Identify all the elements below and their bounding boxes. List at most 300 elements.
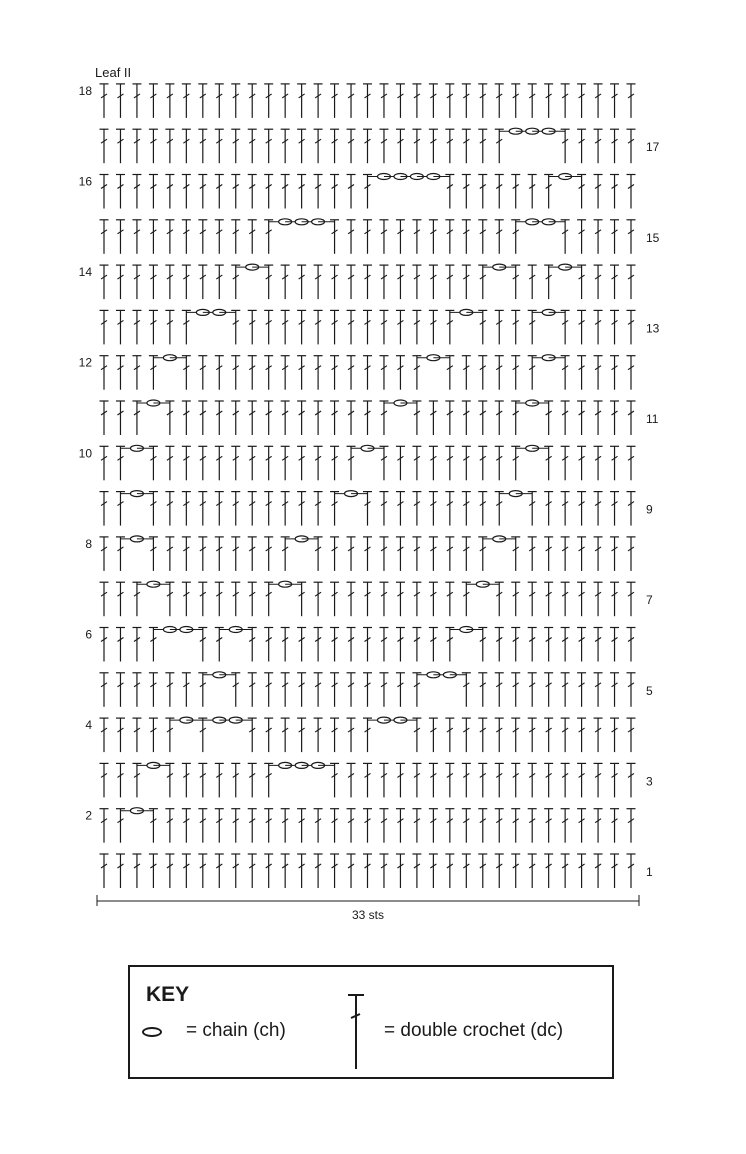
double-crochet-stitch: [281, 129, 290, 163]
double-crochet-stitch: [495, 84, 504, 118]
double-crochet-stitch: [100, 718, 109, 752]
double-crochet-stitch: [412, 854, 421, 888]
double-crochet-stitch: [149, 356, 158, 390]
stitch-count-bracket: [97, 895, 639, 906]
double-crochet-stitch: [314, 175, 323, 209]
double-crochet-stitch: [561, 401, 570, 435]
double-crochet-stitch: [379, 310, 388, 344]
row-label: 6: [85, 627, 92, 642]
double-crochet-stitch: [330, 537, 339, 571]
double-crochet-stitch: [149, 673, 158, 707]
double-crochet-stitch: [132, 628, 141, 662]
double-crochet-stitch: [478, 537, 487, 571]
double-crochet-stitch: [264, 854, 273, 888]
double-crochet-stitch: [478, 718, 487, 752]
double-crochet-stitch: [198, 129, 207, 163]
double-crochet-stitch: [462, 265, 471, 299]
double-crochet-stitch: [198, 582, 207, 616]
double-crochet-stitch: [561, 129, 570, 163]
key-legend: [128, 965, 614, 1079]
row-14: [100, 264, 636, 299]
double-crochet-stitch: [165, 446, 174, 480]
double-crochet-stitch: [116, 175, 125, 209]
double-crochet-stitch: [231, 673, 240, 707]
double-crochet-stitch: [330, 265, 339, 299]
row-label: 10: [78, 446, 92, 461]
double-crochet-stitch: [231, 446, 240, 480]
double-crochet-stitch: [347, 401, 356, 435]
double-crochet-stitch: [594, 356, 603, 390]
double-crochet-stitch: [445, 446, 454, 480]
double-crochet-stitch: [363, 129, 372, 163]
double-crochet-stitch: [248, 492, 257, 526]
double-crochet-stitch: [594, 129, 603, 163]
row-label: 17: [646, 140, 660, 155]
double-crochet-stitch: [561, 582, 570, 616]
double-crochet-stitch: [347, 356, 356, 390]
double-crochet-stitch: [264, 175, 273, 209]
double-crochet-stitch: [594, 809, 603, 843]
double-crochet-stitch: [132, 582, 141, 616]
chain-label: = chain (ch): [186, 1020, 286, 1041]
double-crochet-stitch: [182, 582, 191, 616]
stitch-count-label: 33 sts: [351, 908, 385, 922]
double-crochet-stitch: [330, 809, 339, 843]
double-crochet-stitch: [429, 537, 438, 571]
double-crochet-stitch: [511, 673, 520, 707]
double-crochet-stitch: [132, 265, 141, 299]
double-crochet-stitch: [561, 628, 570, 662]
double-crochet-stitch: [610, 446, 619, 480]
double-crochet-stitch: [165, 854, 174, 888]
double-crochet-stitch: [412, 84, 421, 118]
double-crochet-stitch: [594, 310, 603, 344]
double-crochet-stitch: [511, 310, 520, 344]
double-crochet-stitch: [330, 446, 339, 480]
double-crochet-stitch: [248, 854, 257, 888]
double-crochet-stitch: [627, 175, 636, 209]
double-crochet-stitch: [396, 356, 405, 390]
double-crochet-stitch: [281, 628, 290, 662]
double-crochet-stitch: [462, 175, 471, 209]
double-crochet-stitch: [330, 84, 339, 118]
double-crochet-stitch: [248, 628, 257, 662]
double-crochet-stitch: [330, 310, 339, 344]
double-crochet-stitch: [577, 854, 586, 888]
double-crochet-stitch: [100, 854, 109, 888]
double-crochet-stitch: [116, 673, 125, 707]
double-crochet-stitch: [363, 220, 372, 254]
double-crochet-stitch: [544, 582, 553, 616]
double-crochet-stitch: [165, 220, 174, 254]
double-crochet-stitch: [281, 356, 290, 390]
double-crochet-stitch: [264, 809, 273, 843]
double-crochet-stitch: [100, 537, 109, 571]
double-crochet-stitch: [297, 673, 306, 707]
double-crochet-stitch: [445, 492, 454, 526]
row-label: 11: [646, 412, 659, 426]
double-crochet-stitch: [116, 220, 125, 254]
double-crochet-stitch: [116, 718, 125, 752]
double-crochet-stitch: [231, 492, 240, 526]
double-crochet-stitch: [100, 446, 109, 480]
double-crochet-stitch: [577, 537, 586, 571]
double-crochet-stitch: [281, 809, 290, 843]
double-crochet-stitch: [396, 220, 405, 254]
double-crochet-stitch: [610, 129, 619, 163]
double-crochet-stitch: [610, 356, 619, 390]
double-crochet-stitch: [396, 854, 405, 888]
double-crochet-stitch: [363, 175, 372, 209]
double-crochet-stitch: [511, 356, 520, 390]
double-crochet-stitch: [215, 220, 224, 254]
double-crochet-stitch: [627, 446, 636, 480]
double-crochet-stitch: [347, 582, 356, 616]
double-crochet-stitch: [297, 809, 306, 843]
double-crochet-stitch: [100, 129, 109, 163]
double-crochet-stitch: [281, 310, 290, 344]
double-crochet-stitch: [528, 84, 537, 118]
double-crochet-stitch: [215, 84, 224, 118]
double-crochet-stitch: [445, 628, 454, 662]
double-crochet-stitch: [462, 220, 471, 254]
double-crochet-stitch: [182, 809, 191, 843]
double-crochet-stitch: [511, 809, 520, 843]
double-crochet-stitch: [495, 628, 504, 662]
double-crochet-stitch: [396, 84, 405, 118]
double-crochet-stitch: [528, 763, 537, 797]
double-crochet-stitch: [495, 673, 504, 707]
double-crochet-stitch: [347, 84, 356, 118]
double-crochet-stitch: [231, 220, 240, 254]
double-crochet-stitch: [577, 446, 586, 480]
double-crochet-stitch: [297, 129, 306, 163]
double-crochet-stitch: [544, 854, 553, 888]
double-crochet-stitch: [198, 220, 207, 254]
row-label: 13: [646, 321, 660, 336]
double-crochet-stitch: [462, 401, 471, 435]
double-crochet-stitch: [248, 718, 257, 752]
double-crochet-stitch: [577, 763, 586, 797]
row-15: [100, 219, 636, 254]
double-crochet-stitch: [478, 84, 487, 118]
double-crochet-stitch: [429, 809, 438, 843]
double-crochet-stitch: [495, 492, 504, 526]
double-crochet-stitch: [363, 673, 372, 707]
double-crochet-stitch: [610, 492, 619, 526]
double-crochet-stitch: [528, 628, 537, 662]
double-crochet-stitch: [379, 446, 388, 480]
row-8: [100, 536, 636, 571]
double-crochet-stitch: [478, 854, 487, 888]
double-crochet-stitch: [379, 673, 388, 707]
double-crochet-stitch: [429, 763, 438, 797]
double-crochet-stitch: [396, 310, 405, 344]
double-crochet-stitch: [100, 809, 109, 843]
double-crochet-stitch: [412, 718, 421, 752]
double-crochet-stitch: [314, 84, 323, 118]
double-crochet-stitch: [314, 809, 323, 843]
double-crochet-stitch: [528, 854, 537, 888]
double-crochet-stitch: [412, 265, 421, 299]
double-crochet-stitch: [248, 220, 257, 254]
double-crochet-stitch: [462, 718, 471, 752]
double-crochet-stitch: [182, 537, 191, 571]
row-1: [100, 854, 636, 888]
double-crochet-stitch: [544, 809, 553, 843]
double-crochet-stitch: [198, 537, 207, 571]
double-crochet-stitch: [495, 809, 504, 843]
double-crochet-stitch: [544, 718, 553, 752]
double-crochet-stitch: [215, 809, 224, 843]
double-crochet-stitch: [363, 265, 372, 299]
double-crochet-stitch: [445, 310, 454, 344]
double-crochet-stitch: [561, 220, 570, 254]
double-crochet-stitch: [544, 175, 553, 209]
double-crochet-stitch: [544, 763, 553, 797]
double-crochet-stitch: [396, 446, 405, 480]
double-crochet-stitch: [610, 763, 619, 797]
double-crochet-stitch: [347, 628, 356, 662]
double-crochet-stitch: [561, 310, 570, 344]
double-crochet-stitch: [132, 84, 141, 118]
double-crochet-stitch: [231, 265, 240, 299]
double-crochet-stitch: [182, 175, 191, 209]
double-crochet-stitch: [478, 809, 487, 843]
double-crochet-stitch: [215, 129, 224, 163]
double-crochet-stitch: [297, 175, 306, 209]
double-crochet-stitch: [215, 401, 224, 435]
double-crochet-stitch: [412, 129, 421, 163]
double-crochet-stitch: [281, 84, 290, 118]
row-label: 15: [646, 230, 660, 245]
double-crochet-stitch: [544, 401, 553, 435]
double-crochet-stitch: [363, 492, 372, 526]
double-crochet-stitch: [610, 220, 619, 254]
double-crochet-stitch: [495, 582, 504, 616]
double-crochet-stitch: [396, 628, 405, 662]
double-crochet-stitch: [165, 84, 174, 118]
double-crochet-stitch: [478, 673, 487, 707]
double-crochet-stitch: [231, 175, 240, 209]
stitch-grid: [100, 84, 636, 888]
double-crochet-stitch: [149, 220, 158, 254]
double-crochet-stitch: [577, 582, 586, 616]
double-crochet-stitch: [594, 401, 603, 435]
double-crochet-stitch: [116, 129, 125, 163]
double-crochet-stitch: [610, 718, 619, 752]
double-crochet-stitch: [231, 356, 240, 390]
double-crochet-stitch: [577, 310, 586, 344]
double-crochet-stitch: [248, 763, 257, 797]
double-crochet-stitch: [248, 446, 257, 480]
double-crochet-stitch: [330, 582, 339, 616]
double-crochet-stitch: [561, 356, 570, 390]
double-crochet-stitch: [412, 220, 421, 254]
row-4: [100, 717, 636, 752]
double-crochet-stitch: [627, 809, 636, 843]
double-crochet-stitch: [330, 854, 339, 888]
double-crochet-stitch: [412, 356, 421, 390]
double-crochet-stitch: [544, 84, 553, 118]
row-17: [100, 128, 636, 163]
double-crochet-stitch: [182, 401, 191, 435]
double-crochet-stitch: [347, 718, 356, 752]
double-crochet-stitch: [478, 446, 487, 480]
double-crochet-stitch: [577, 356, 586, 390]
double-crochet-stitch: [445, 220, 454, 254]
double-crochet-stitch: [627, 265, 636, 299]
row-3: [100, 762, 636, 797]
double-crochet-stitch: [478, 763, 487, 797]
double-crochet-stitch: [445, 401, 454, 435]
double-crochet-stitch: [577, 265, 586, 299]
double-crochet-stitch: [248, 84, 257, 118]
double-crochet-stitch: [429, 854, 438, 888]
double-crochet-stitch: [429, 84, 438, 118]
double-crochet-stitch: [314, 265, 323, 299]
double-crochet-stitch: [132, 220, 141, 254]
double-crochet-stitch: [314, 582, 323, 616]
double-crochet-stitch: [198, 673, 207, 707]
double-crochet-stitch: [215, 446, 224, 480]
row-16: [100, 174, 636, 209]
row-label: 9: [646, 502, 653, 517]
double-crochet-stitch: [149, 492, 158, 526]
double-crochet-stitch: [627, 763, 636, 797]
double-crochet-stitch: [297, 854, 306, 888]
double-crochet-stitch: [627, 492, 636, 526]
double-crochet-stitch: [478, 492, 487, 526]
double-crochet-stitch: [165, 265, 174, 299]
row-6: [100, 627, 636, 662]
double-crochet-stitch: [116, 628, 125, 662]
double-crochet-stitch: [347, 854, 356, 888]
double-crochet-stitch: [264, 492, 273, 526]
double-crochet-stitch: [379, 809, 388, 843]
double-crochet-stitch: [363, 718, 372, 752]
row-label: 3: [646, 774, 653, 789]
double-crochet-stitch: [627, 310, 636, 344]
double-crochet-stitch: [561, 763, 570, 797]
double-crochet-stitch: [116, 265, 125, 299]
double-crochet-stitch: [627, 220, 636, 254]
double-crochet-stitch: [314, 401, 323, 435]
double-crochet-stitch: [511, 220, 520, 254]
double-crochet-stitch: [445, 582, 454, 616]
double-crochet-stitch: [495, 310, 504, 344]
double-crochet-stitch: [429, 129, 438, 163]
double-crochet-stitch: [396, 763, 405, 797]
double-crochet-stitch: [182, 84, 191, 118]
double-crochet-stitch: [544, 446, 553, 480]
double-crochet-stitch: [264, 220, 273, 254]
double-crochet-stitch: [198, 446, 207, 480]
double-crochet-stitch: [445, 809, 454, 843]
double-crochet-stitch: [363, 854, 372, 888]
double-crochet-stitch: [281, 673, 290, 707]
double-crochet-stitch: [462, 854, 471, 888]
double-crochet-stitch: [627, 356, 636, 390]
double-crochet-stitch: [314, 129, 323, 163]
double-crochet-stitch: [379, 129, 388, 163]
double-crochet-stitch: [116, 809, 125, 843]
double-crochet-stitch: [478, 310, 487, 344]
row-12: [100, 355, 636, 390]
double-crochet-stitch: [495, 356, 504, 390]
double-crochet-stitch: [198, 265, 207, 299]
double-crochet-stitch: [314, 492, 323, 526]
double-crochet-stitch: [396, 809, 405, 843]
double-crochet-stitch: [132, 401, 141, 435]
double-crochet-stitch: [165, 537, 174, 571]
double-crochet-stitch: [412, 310, 421, 344]
double-crochet-stitch: [100, 628, 109, 662]
double-crochet-stitch: [544, 628, 553, 662]
double-crochet-stitch: [412, 446, 421, 480]
double-crochet-stitch: [297, 84, 306, 118]
row-label: 8: [85, 536, 92, 551]
double-crochet-stitch: [363, 628, 372, 662]
double-crochet-stitch: [544, 537, 553, 571]
double-crochet-stitch: [330, 220, 339, 254]
double-crochet-stitch: [347, 446, 356, 480]
row-9: [100, 491, 636, 526]
double-crochet-stitch: [511, 628, 520, 662]
double-crochet-stitch: [495, 718, 504, 752]
double-crochet-stitch: [627, 537, 636, 571]
double-crochet-stitch: [511, 763, 520, 797]
double-crochet-stitch: [116, 356, 125, 390]
double-crochet-stitch: [182, 854, 191, 888]
key-title: KEY: [146, 983, 190, 1006]
double-crochet-stitch: [363, 537, 372, 571]
double-crochet-stitch: [396, 582, 405, 616]
double-crochet-stitch: [379, 84, 388, 118]
double-crochet-stitch: [281, 446, 290, 480]
double-crochet-stitch: [594, 175, 603, 209]
row-7: [100, 581, 636, 616]
double-crochet-stitch: [149, 265, 158, 299]
double-crochet-stitch: [116, 310, 125, 344]
double-crochet-stitch: [544, 492, 553, 526]
double-crochet-stitch: [149, 854, 158, 888]
double-crochet-stitch: [445, 175, 454, 209]
double-crochet-stitch: [165, 582, 174, 616]
double-crochet-stitch: [215, 537, 224, 571]
double-crochet-stitch: [495, 401, 504, 435]
double-crochet-stitch: [561, 854, 570, 888]
double-crochet-stitch: [330, 129, 339, 163]
double-crochet-stitch: [478, 175, 487, 209]
double-crochet-stitch: [462, 356, 471, 390]
double-crochet-stitch: [182, 129, 191, 163]
row-label: 12: [78, 355, 92, 370]
double-crochet-stitch: [264, 718, 273, 752]
double-crochet-stitch: [462, 582, 471, 616]
double-crochet-stitch: [248, 175, 257, 209]
double-crochet-stitch: [544, 265, 553, 299]
double-crochet-stitch: [215, 628, 224, 662]
double-crochet-stitch: [314, 628, 323, 662]
double-crochet-stitch: [627, 84, 636, 118]
double-crochet-stitch: [182, 446, 191, 480]
double-crochet-stitch: [264, 129, 273, 163]
double-crochet-stitch: [478, 220, 487, 254]
chain-symbol-icon: [142, 1027, 162, 1037]
double-crochet-stitch: [215, 582, 224, 616]
double-crochet-stitch: [462, 446, 471, 480]
